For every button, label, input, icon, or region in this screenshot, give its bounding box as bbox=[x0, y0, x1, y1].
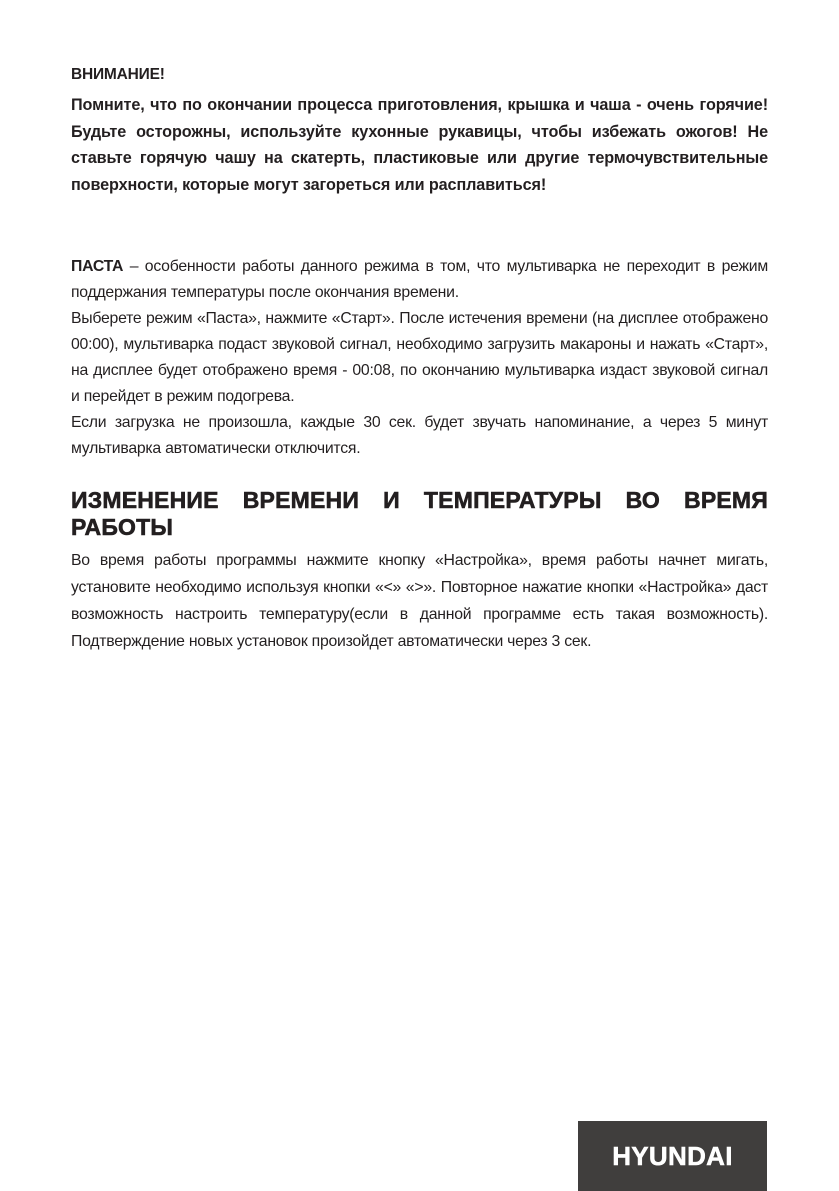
pasta-description bbox=[71, 254, 768, 306]
brand-name: HYUNDAI bbox=[612, 1140, 733, 1171]
section-text: Во время работы программы нажмите кнопку «Настройка», время работы начнет мигать, установите необходимо используя кнопки «<» «>». Повторное нажатие кнопки «Настройка» даст возможность настроить температуру(если в данной программе есть такая возможность). Подтверждение новых установок произойдет автоматически через 3 сек. bbox=[71, 552, 768, 650]
section-heading: ИЗМЕНЕНИЕ ВРЕМЕНИ И ТЕМПЕРАТУРЫ ВО ВРЕМЯ РАБОТЫ bbox=[71, 487, 768, 540]
pasta-instructions: Выберете режим «Паста», нажмите «Старт». После истечения времени (на дисплее отображено 00:00), мультиварка подаст звуковой сигнал, необходимо загрузить макароны и нажать «Старт», на дисплее будет отображено время - 00:08, по окончанию мультиварка издаст звуковой сигнал и перейдет в режим подогрева. bbox=[71, 310, 768, 405]
brand-logo bbox=[578, 1121, 767, 1191]
pasta-label: ПАСТА bbox=[71, 258, 124, 275]
warning-text: Помните, что по окончании процесса приготовления, крышка и чаша - очень горячие! Будьте осторожны, используйте кухонные рукавицы, чтобы избежать ожогов! Не ставьте горячую чашу на скатерть, пластиковые или другие термочувствительные поверхности, которые могут загореться или расплавиться! bbox=[71, 96, 768, 194]
warning-title: ВНИМАНИЕ! bbox=[71, 66, 165, 83]
pasta-reminder: Если загрузка не произошла, каждые 30 сек. будет звучать напоминание, а через 5 минут мультиварка автоматически отключится. bbox=[71, 414, 768, 457]
pasta-intro: – особенности работы данного режима в том, что мультиварка не переходит в режим поддержания температуры после окончания времени. bbox=[71, 258, 768, 301]
